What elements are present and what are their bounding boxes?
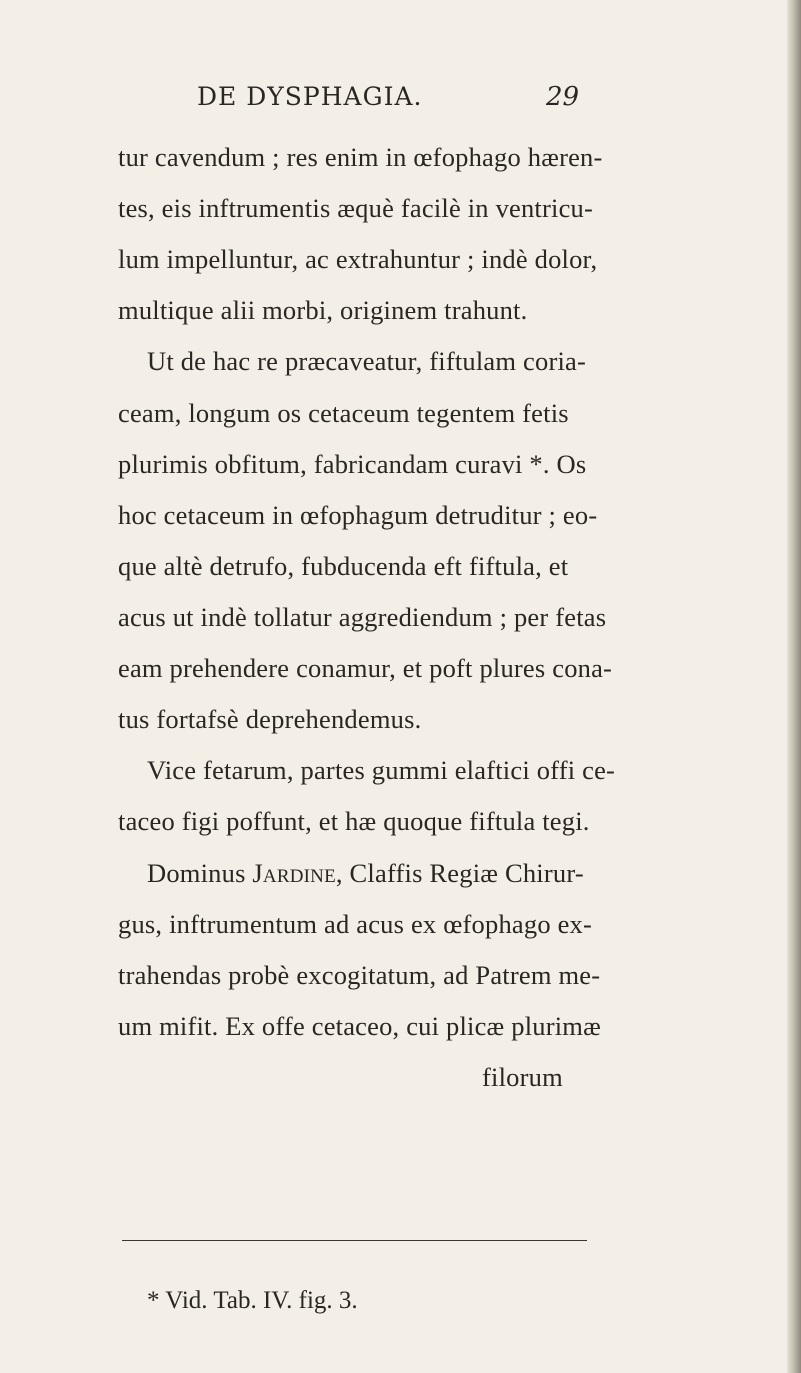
person-name: Jardine <box>252 858 336 888</box>
text-line <box>147 858 584 889</box>
catchword: filorum <box>482 1062 563 1092</box>
footnote: * Vid. Tab. IV. fig. 3. <box>147 1287 358 1314</box>
page-header <box>0 82 801 122</box>
page-edge-shadow <box>787 0 801 1373</box>
text-line: eam prehendere conamur, et poft plures cona- <box>118 653 613 683</box>
text-line: lum impelluntur, ac extrahuntur ; indè dolor, <box>118 244 598 274</box>
text-line: Ut de hac re præcaveatur, fiftulam coria- <box>147 346 587 376</box>
page-number: 29 <box>546 82 580 112</box>
text-line: tes, eis inftrumentis æquè facilè in ventricu- <box>118 193 594 223</box>
text-line: Vice fetarum, partes gummi elaftici offi ce- <box>147 755 616 785</box>
text-line: um mifit. Ex offe cetaceo, cui plicæ plurimæ <box>118 1011 601 1041</box>
text-line: tur cavendum ; res enim in œfophago hæren- <box>118 142 603 172</box>
text-line: taceo figi poffunt, et hæ quoque fiftula tegi. <box>118 806 590 836</box>
text-line: ceam, longum os cetaceum tegentem fetis <box>118 398 569 428</box>
text-line: hoc cetaceum in œfophagum detruditur ; eo- <box>118 500 598 530</box>
text-line: acus ut indè tollatur aggrediendum ; per fetas <box>118 602 607 632</box>
text-line: multique alii morbi, originem trahunt. <box>118 295 528 325</box>
text-line: tus fortafsè deprehendemus. <box>118 704 422 734</box>
text-line: trahendas probè excogitatum, ad Patrem me- <box>118 960 601 990</box>
text-line: plurimis obfitum, fabricandam curavi *. Os <box>118 449 587 479</box>
text-segment: Dominus <box>147 858 253 888</box>
text-line: que altè detrufo, fubducenda eft fiftula, et <box>118 551 569 581</box>
running-title: DE DYSPHAGIA. <box>197 82 423 111</box>
footnote-rule <box>122 1240 587 1241</box>
text-segment: , Claffis Regiæ Chirur- <box>335 858 584 888</box>
text-line: gus, inftrumentum ad acus ex œfophago ex- <box>118 909 593 939</box>
